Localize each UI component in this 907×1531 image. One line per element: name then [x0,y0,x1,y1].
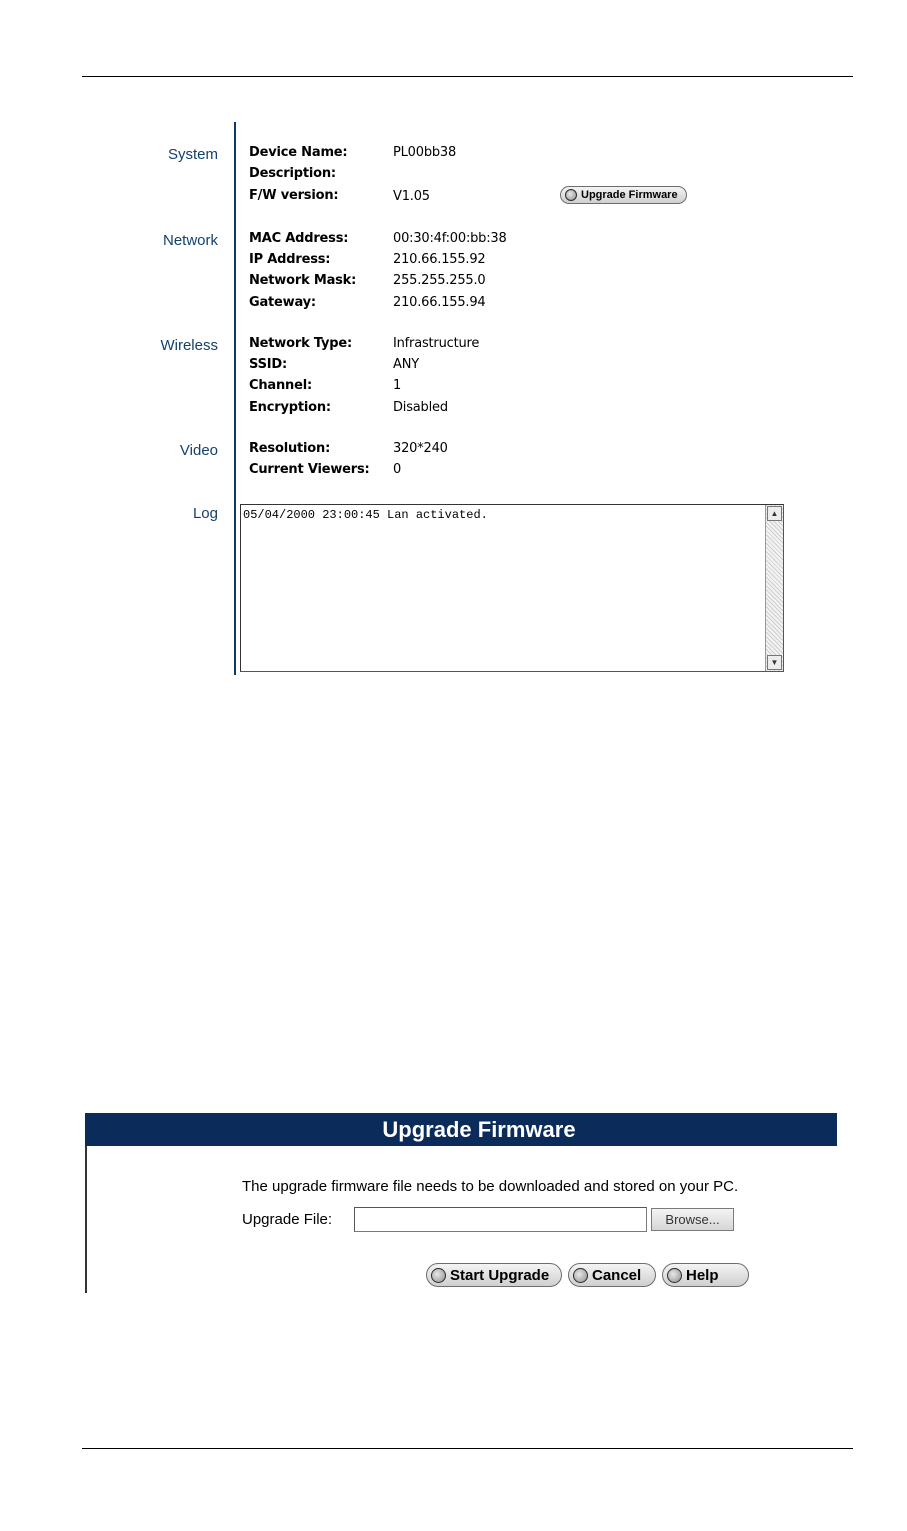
channel-label: Channel: [249,378,312,393]
upgrade-file-input[interactable] [354,1207,647,1232]
help-label: Help [686,1266,719,1284]
ssid-label: SSID: [249,357,287,372]
footer-rule [82,1448,853,1449]
radio-dot-icon [667,1268,682,1283]
encryption-value: Disabled [393,400,448,415]
panel-left-border [85,1146,87,1293]
gateway-label: Gateway: [249,295,316,310]
start-upgrade-label: Start Upgrade [450,1266,550,1284]
device-name-value: PL00bb38 [393,145,457,160]
start-upgrade-button[interactable] [426,1263,562,1287]
fw-version-value: V1.05 [393,189,430,204]
device-status-panel [0,0,907,700]
radio-dot-icon [431,1268,446,1283]
cancel-label: Cancel [592,1266,642,1284]
resolution-label: Resolution: [249,441,331,456]
section-title-video: Video [179,442,218,459]
gateway-value: 210.66.155.94 [393,295,486,310]
radio-dot-icon [573,1268,588,1283]
radio-dot-icon [565,189,577,201]
network-mask-value: 255.255.255.0 [393,273,486,288]
current-viewers-value: 0 [393,462,402,477]
device-name-label: Device Name: [249,145,348,160]
current-viewers-label: Current Viewers: [249,462,370,477]
encryption-label: Encryption: [249,400,331,415]
upgrade-firmware-button-label: Upgrade Firmware [581,189,678,201]
mac-address-label: MAC Address: [249,231,349,246]
network-type-label: Network Type: [249,336,352,351]
log-text: 05/04/2000 23:00:45 Lan activated. [243,508,488,522]
section-title-network: Network [162,232,218,249]
scroll-up-arrow-icon[interactable]: ▲ [767,506,782,521]
description-label: Description: [249,166,336,181]
upgrade-file-label: Upgrade File: [242,1211,333,1228]
cancel-button[interactable] [568,1263,656,1287]
resolution-value: 320*240 [393,441,448,456]
upgrade-firmware-panel [85,1113,837,1293]
log-scrollbar[interactable] [765,505,783,671]
fw-version-label: F/W version: [249,188,339,203]
upgrade-firmware-button[interactable] [560,186,687,204]
help-button[interactable] [662,1263,749,1287]
section-divider [234,122,236,675]
ip-address-label: IP Address: [249,252,331,267]
upgrade-instructions: The upgrade firmware file needs to be downloaded and stored on your PC. [242,1178,739,1195]
section-title-system: System [167,146,218,163]
network-type-value: Infrastructure [393,336,480,351]
ip-address-value: 210.66.155.92 [393,252,486,267]
section-title-wireless: Wireless [160,337,218,354]
network-mask-label: Network Mask: [249,273,357,288]
scroll-down-arrow-icon[interactable]: ▼ [767,655,782,670]
log-textarea[interactable] [240,504,784,672]
mac-address-value: 00:30:4f:00:bb:38 [393,231,507,246]
channel-value: 1 [393,378,402,393]
upgrade-firmware-title: Upgrade Firmware [85,1113,837,1146]
ssid-value: ANY [393,357,419,372]
section-title-log: Log [192,505,218,522]
browse-button[interactable]: Browse... [651,1208,734,1231]
